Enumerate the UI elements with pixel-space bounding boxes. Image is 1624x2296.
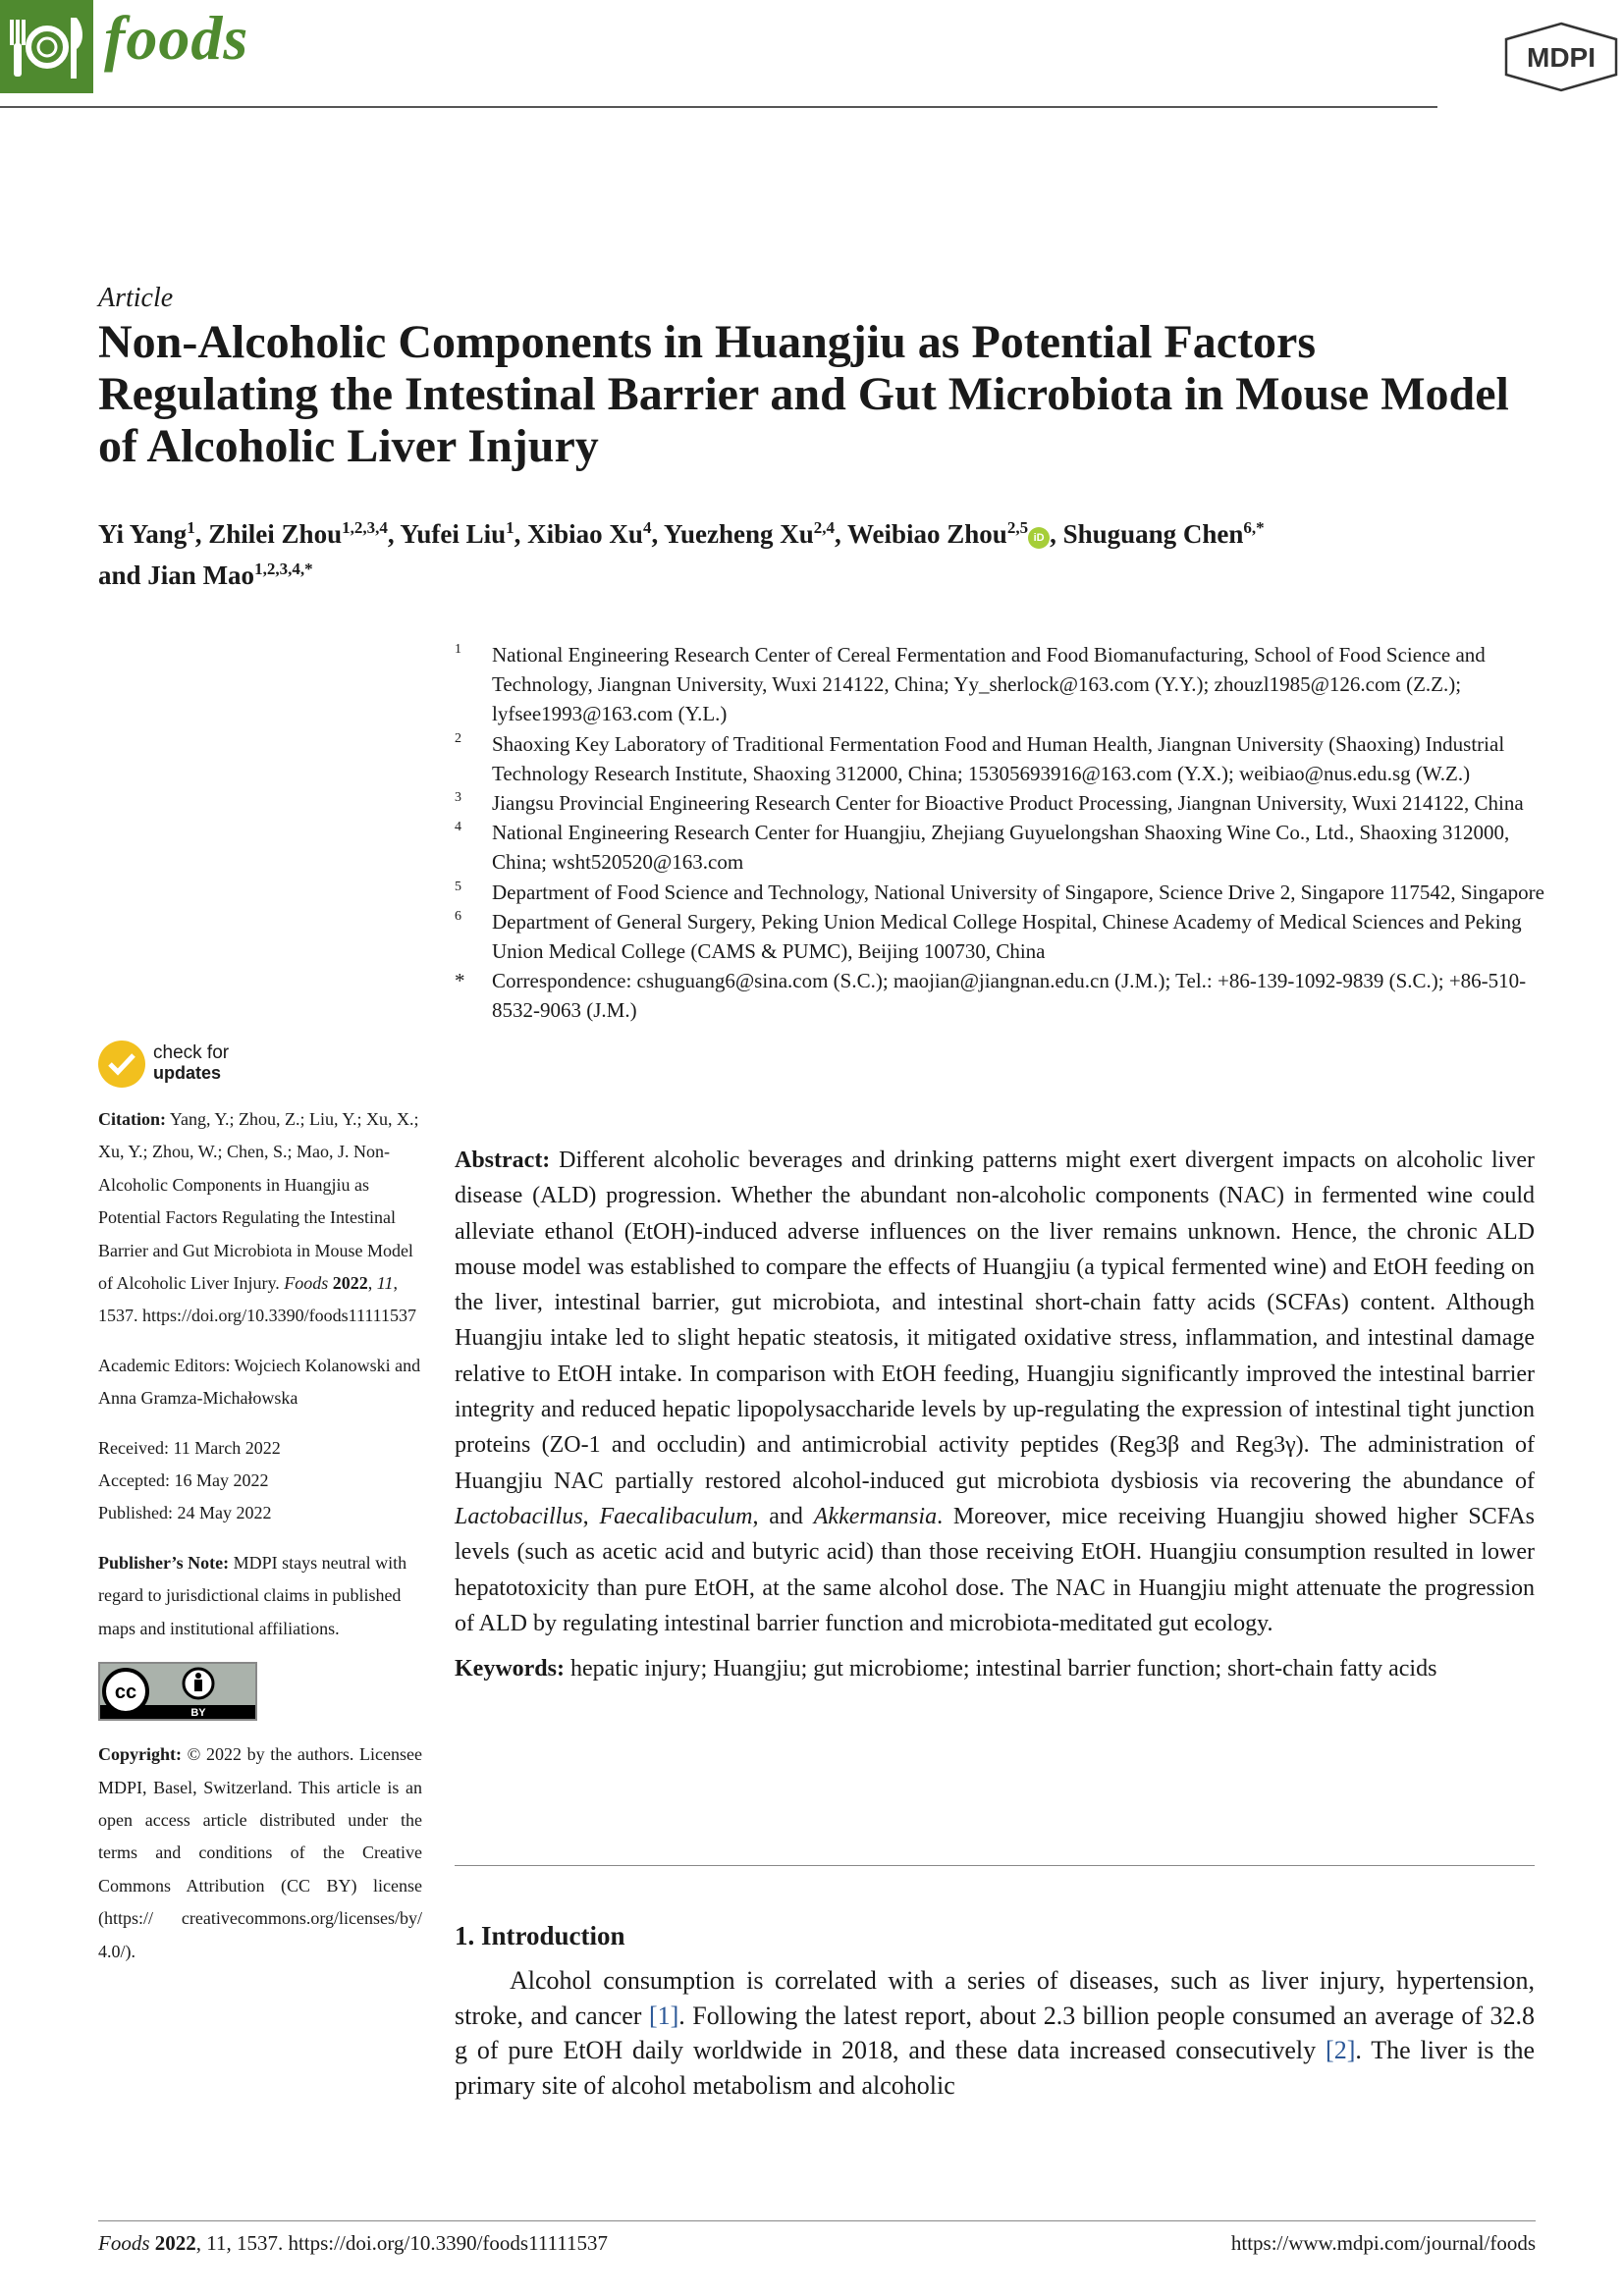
author-and: and: [98, 561, 141, 590]
orcid-icon[interactable]: iD: [1028, 527, 1050, 549]
intro-text: . Following the latest report, about 2.3 billion people consumed an average of 32.8 g of pure EtOH daily worldwide in 2018, and these data increased consecutively: [455, 2001, 1535, 2064]
author-affil: 4: [642, 518, 652, 537]
svg-text:cc: cc: [114, 1682, 137, 1704]
copyright-block: [98, 1738, 422, 1968]
abstract-sep: , and: [752, 1503, 803, 1529]
author: Shuguang Chen: [1062, 519, 1244, 549]
author: Zhilei Zhou: [208, 519, 343, 549]
journal-header: [0, 0, 1596, 108]
citation-doi-link[interactable]: 1537. https://doi.org/10.3390/foods11111537: [98, 1306, 417, 1326]
author-affil: 2,4: [813, 518, 835, 537]
check-for-updates-button[interactable]: [98, 1041, 422, 1090]
abstract-text-cont: . Moreover, mice receiving Huangjiu showed higher SCFAs levels (such as acetic acid and butyric acid) than those receiving EtOH. Huangjiu consumption resulted in lower hepatotoxicity than pure EtOH, at the same alcohol dose. The NAC in Huangjiu might attenuate the progression of ALD by regulating intestinal barrier function and microbiota-meditated gut ecology.: [455, 1503, 1535, 1636]
keywords-label: Keywords:: [455, 1656, 565, 1682]
affiliations-list: [455, 640, 1544, 1026]
article-title: Non-Alcoholic Components in Huangjiu as Potential Factors Regulating the Intestinal Barrier and Gut Microbiota in Mouse Model of Alcoholic Liver Injury: [98, 316, 1509, 472]
affiliation-text: Department of General Surgery, Peking Union Medical College Hospital, Chinese Academy of Medical Sciences and Peking Union Medical College (CAMS & PUMC), Beijing 100730, China: [492, 909, 1522, 964]
citation-volume: 11: [376, 1273, 394, 1294]
intro-paragraph: [455, 1963, 1535, 2103]
affiliation-number: 6: [455, 908, 461, 924]
checkmark-icon: [98, 1041, 145, 1088]
publisher-note: [98, 1547, 422, 1645]
author-affil: 6,*: [1243, 518, 1265, 537]
svg-text:BY: BY: [190, 1707, 206, 1720]
correspondence-mark: *: [455, 969, 465, 993]
author-affil: 1,2,3,4,*: [254, 560, 313, 578]
affiliation-text: National Engineering Research Center for Huangjiu, Zhejiang Guyuelongshan Shaoxing Wine Co., Ltd., Shaoxing 312000, China; wsht520520@163.com: [492, 821, 1510, 875]
copyright-text: © 2022 by the authors. Licensee MDPI, Basel, Switzerland. This article is an open access article distributed under the terms and conditions of the Creative Commons Attribution (CC BY) license (https:// creativecommons.org/licenses/by/ 4.0/).: [98, 1744, 422, 1961]
citation-block: Citation: Yang, Y.; Zhou, Z.; Liu, Y.; Xu, X.; Xu, Y.; Zhou, W.; Chen, S.; Mao, J. Non-Alcoholic Components in Huangjiu as Potential Factors Regulating the Intestinal Barrier and Gut Microbiota in Mouse Model of Alcoholic Liver Injury. Foods 2022, 11, 1537. https://doi.org/10.3390/foods11111537: [98, 1109, 419, 1326]
foods-logo-icon: [0, 0, 93, 93]
affiliation-item: [455, 878, 1544, 907]
cc-by-license-icon[interactable]: [98, 1662, 257, 1721]
svg-text:MDPI: MDPI: [1527, 42, 1596, 73]
genus-name: Faecalibaculum: [599, 1503, 753, 1529]
author: Yuezheng Xu: [663, 519, 814, 549]
keywords: [455, 1651, 1535, 1686]
citation-text: Yang, Y.; Zhou, Z.; Liu, Y.; Xu, X.; Xu, Y.; Zhou, W.; Chen, S.; Mao, J. Non-Alcoholic Components in Huangjiu as Potential Factors Regulating the Intestinal Barrier and Gut Microbiota in Mouse Model of Alcoholic Liver Injury.: [98, 1109, 419, 1294]
journal-name: foods: [104, 3, 249, 73]
affiliation-text: National Engineering Research Center of Cereal Fermentation and Food Biomanufacturing, School of Food Science and Technology, Jiangnan University, Wuxi 214122, China; Yy_sherlock@163.com (Y.Y.); zhouzl1985@126.com (Z.Z.); lyfsee1993@163.com (Y.L.): [492, 643, 1486, 726]
abstract-text: Different alcoholic beverages and drinking patterns might exert divergent impacts on alcoholic liver disease (ALD) progression. Whether the abundant non-alcoholic components (NAC) in fermented wine could alleviate ethanol (EtOH)-induced adverse influences on the liver remains unknown. Hence, the chronic ALD mouse model was established to compare the effects of Huangjiu (a typical fermented wine) and EtOH feeding on the liver, intestinal barrier, gut microbiota, and intestinal short-chain fatty acids (SCFAs) content. Although Huangjiu intake led to slight hepatic steatosis, it mitigated oxidative stress, inflammation, and intestinal damage relative to EtOH intake. In comparison with EtOH feeding, Huangjiu significantly improved the intestinal barrier integrity and reduced hepatic lipopolysaccharide levels by up-regulating the expression of intestinal tight junction proteins (ZO-1 and occludin) and antimicrobial activity peptides (Reg3β and Reg3γ). The administration of Huangjiu NAC partially restored alcohol-induced gut microbiota dysbiosis via recovering the abundance of: [455, 1148, 1535, 1494]
published-date: Published: 24 May 2022: [98, 1503, 272, 1523]
footer-year: 2022: [154, 2231, 196, 2255]
citation-journal: Foods: [284, 1273, 329, 1294]
footer-journal-url[interactable]: https://www.mdpi.com/journal/foods: [1230, 2231, 1536, 2255]
abstract-label: Abstract:: [455, 1148, 551, 1173]
footer-citation: [98, 2231, 608, 2256]
affiliation-text: Jiangsu Provincial Engineering Research Center for Bioactive Product Processing, Jiangnan University, Wuxi 214122, China: [492, 791, 1524, 816]
accepted-date: Accepted: 16 May 2022: [98, 1470, 269, 1491]
affiliation-number: 2: [455, 730, 461, 746]
keywords-text: hepatic injury; Huangjiu; gut microbiome; intestinal barrier function; short-chain fatty acids: [569, 1656, 1437, 1682]
affiliation-number: 1: [455, 642, 461, 657]
abstract-section: [455, 1143, 1535, 1686]
abstract: [455, 1143, 1535, 1641]
publisher-note-label: Publisher’s Note:: [98, 1552, 230, 1573]
citation-label: Citation:: [98, 1109, 166, 1129]
section-divider: [455, 1865, 1535, 1866]
footer-doi-link[interactable]: , 11, 1537. https://doi.org/10.3390/foods11111537: [195, 2231, 608, 2255]
correspondence-text: Correspondence: cshuguang6@sina.com (S.C.); maojian@jiangnan.edu.cn (J.M.); Tel.: +86-139-1092-9839 (S.C.); +86-510-8532-9063 (J.M.): [492, 969, 1527, 1023]
author-affil: 2,5: [1006, 518, 1029, 537]
author: Xibiao Xu: [527, 519, 643, 549]
mdpi-logo-icon: [1502, 22, 1620, 92]
publisher-note-text: MDPI stays neutral with regard to jurisdictional claims in published maps and institutional affiliations.: [98, 1552, 407, 1638]
affiliation-number: 4: [455, 820, 461, 835]
affiliation-item: [455, 729, 1544, 788]
dates-block: [98, 1432, 422, 1530]
citation-link[interactable]: [2]: [1326, 2036, 1356, 2064]
author-affil: 1: [187, 518, 195, 537]
intro-text: . The liver is the primary site of alcohol metabolism and alcoholic: [455, 2036, 1536, 2100]
author: Yufei Liu: [400, 519, 507, 549]
affiliation-item: [455, 818, 1544, 877]
genus-name: Lactobacillus: [455, 1503, 583, 1529]
check-updates-line2: updates: [153, 1063, 222, 1083]
author-affil: 1,2,3,4: [342, 518, 388, 537]
citation-year: 2022: [332, 1273, 368, 1294]
affiliation-item: [455, 788, 1544, 818]
sidebar: [98, 1041, 422, 1985]
affiliation-number: 5: [455, 879, 461, 894]
footer-journal: Foods: [98, 2231, 150, 2255]
abstract-sep: ,: [582, 1503, 589, 1529]
author-affil: 1: [506, 518, 514, 537]
affiliation-item: [455, 907, 1544, 966]
header-divider: [0, 106, 1437, 108]
citation-link[interactable]: [1]: [648, 2001, 679, 2030]
footer-divider: [98, 2220, 1536, 2221]
section-heading: 1. Introduction: [455, 1921, 625, 1950]
check-updates-line1: check for: [153, 1042, 230, 1063]
correspondence: [455, 966, 1544, 1025]
academic-editors: Academic Editors: Wojciech Kolanowski and Anna Gramza-Michałowska: [98, 1355, 421, 1409]
intro-text: Alcohol consumption is correlated with a series of diseases, such as liver injury, hypertension, stroke, and cancer: [455, 1966, 1535, 2030]
author: Yi Yang: [98, 519, 188, 549]
article-type: Article: [98, 283, 174, 313]
copyright-label: Copyright:: [98, 1744, 182, 1765]
affiliation-number: 3: [455, 790, 461, 806]
genus-name: Akkermansia: [813, 1503, 938, 1529]
affiliation-text: Shaoxing Key Laboratory of Traditional Fermentation Food and Human Health, Jiangnan University (Shaoxing) Industrial Technology Research Institute, Shaoxing 312000, China; 15305693916@163.com (Y.X.); weibiao@nus.edu.sg (W.Z.): [492, 731, 1505, 785]
affiliation-item: [455, 640, 1544, 729]
affiliation-text: Department of Food Science and Technology, National University of Singapore, Science Drive 2, Singapore 117542, Singapore: [492, 880, 1544, 904]
author: Jian Mao: [147, 561, 255, 590]
author-list: Yi Yang$^1$, Zhilei Zhou$^{1,2,3,4}$, Yufei Liu$^1$, Xibiao Xu$^4$, Yuezheng Xu$^{2,4}$, Weibiao Zhou$^{2,5}$iD , Shuguang Chen$^{6,*}$ and Jian Mao$^{1,2,3,4,*}$: [98, 518, 1265, 590]
received-date: Received: 11 March 2022: [98, 1437, 281, 1458]
author: Weibiao Zhou: [847, 519, 1007, 549]
